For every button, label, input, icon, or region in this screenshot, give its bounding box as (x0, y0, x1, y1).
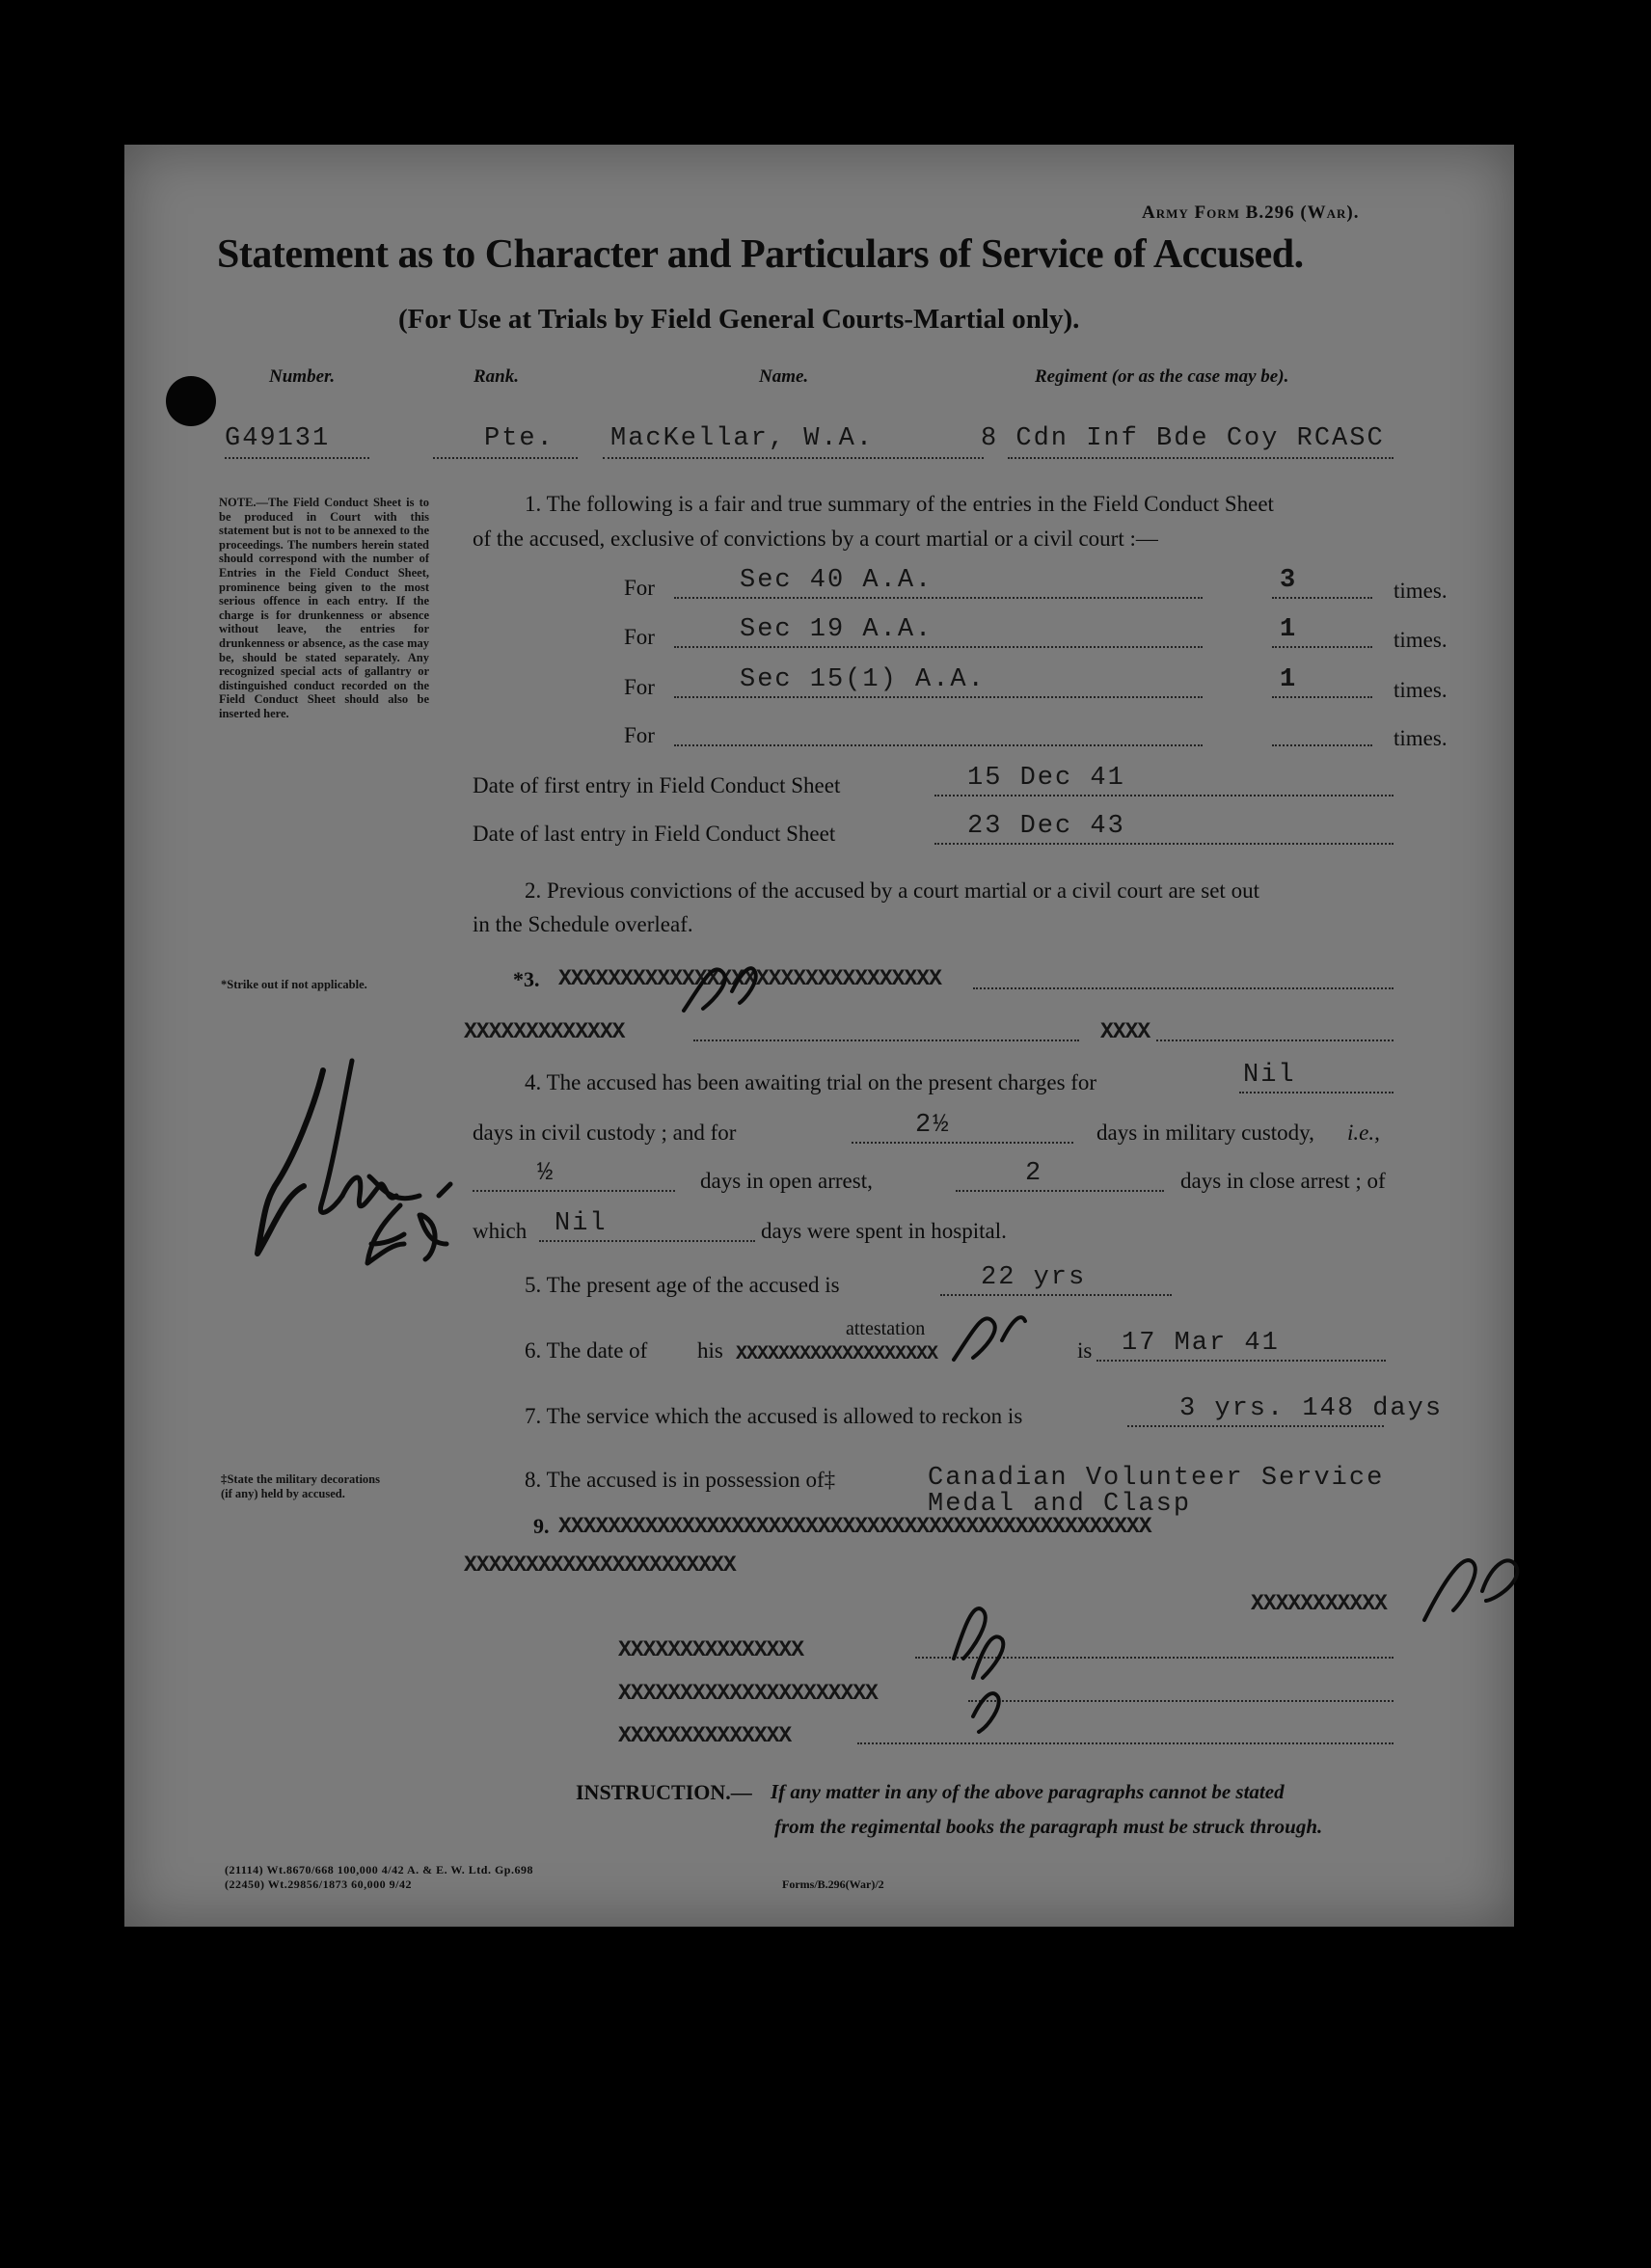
offence-underline (674, 744, 1203, 746)
para1-line2: of the accused, exclusive of convictions by a court martial or a civil court :— (473, 526, 1158, 551)
margin-note-conduct-sheet: NOTE.—The Field Conduct Sheet is to be produced in Court with this statement but is not to be annexed to the proceedings. The numbers herein stated should correspond with the number of Entries in the Field Conduct Sheet, prominence being given to the most serious offence in each entry. If the charge is for drunkenness or absence without leave, the entries for drunkenness or absence, as the case may be, should be stated separately. Any recognized special acts of gallantry or distinguished conduct recorded on the Field Conduct Sheet should also be inserted here. (219, 496, 429, 720)
offence-underline (674, 696, 1203, 698)
para1-line1: 1. The following is a fair and true summary of the entries in the Field Conduct Sheet (525, 492, 1274, 516)
para2-line2: in the Schedule overleaf. (473, 912, 693, 936)
first-entry-label: Date of first entry in Field Conduct Sheet (473, 773, 841, 797)
margin-note-decorations: ‡State the military decorations (if any) held by accused. (221, 1472, 380, 1500)
military-custody-days: 2½ (915, 1111, 951, 1140)
attestation-date: 17 Mar 41 (1122, 1329, 1280, 1358)
close-arrest-days: 2 (1025, 1159, 1043, 1188)
regiment-column-label: Regiment (or as the case may be). (1035, 366, 1289, 387)
rank-underline (433, 457, 578, 459)
for-label: For (624, 625, 655, 649)
para4-days-close: days in close arrest ; of (1180, 1169, 1386, 1193)
first-entry-underline (934, 795, 1394, 796)
para9-initials (1405, 1543, 1540, 1630)
para3-struck-line2: XXXXXXXXXXXXX (464, 1019, 625, 1044)
close-arrest-underline (956, 1190, 1164, 1192)
instruction-line1: If any matter in any of the above paragraphs cannot be stated (771, 1780, 1285, 1803)
para3-underline2 (693, 1040, 1079, 1041)
service-reckoned: 3 yrs. 148 days (1179, 1394, 1444, 1423)
hospital-days: Nil (555, 1209, 608, 1238)
punch-hole (166, 376, 216, 426)
margin-note-strike-out: *Strike out if not applicable. (221, 978, 367, 991)
para3-marker: *3. (513, 967, 540, 991)
count-underline (1272, 696, 1372, 698)
accused-number: G49131 (225, 424, 331, 453)
times-label: times. (1394, 678, 1448, 702)
para9-struck-line3: XXXXXXXXXXX (1251, 1591, 1387, 1616)
margin-signature (198, 1051, 487, 1340)
last-entry-date: 23 Dec 43 (967, 812, 1125, 841)
times-label: times. (1394, 628, 1448, 652)
instruction-line2: from the regimental books the paragraph must be struck through. (774, 1815, 1323, 1838)
para5-label: 5. The present age of the accused is (525, 1273, 840, 1297)
military-custody-underline (852, 1142, 1073, 1144)
rank-column-label: Rank. (474, 366, 519, 387)
para6-label: 6. The date of (525, 1338, 648, 1363)
para9-marker: 9. (533, 1514, 550, 1538)
entry-offence: Sec 40 A.A. (740, 566, 934, 595)
service-underline (1127, 1425, 1384, 1427)
form-number: Army Form B.296 (War). (1142, 202, 1360, 223)
age-underline (940, 1294, 1172, 1296)
para3-struck-text: XXXXXXXXXXXXXXXXXXXXXXXXXXXXXXX (558, 966, 941, 991)
para6-initials (925, 1302, 1060, 1369)
para6-struck-text: XXXXXXXXXXXXXXXXXXX (736, 1343, 938, 1365)
open-arrest-days: ½ (537, 1159, 555, 1188)
para9-struck-line4: XXXXXXXXXXXXXXX (618, 1637, 804, 1662)
para4-line1: 4. The accused has been awaiting trial on the present charges for (525, 1070, 1097, 1094)
times-label: times. (1394, 579, 1448, 603)
form-reference: Forms/B.296(War)/2 (782, 1877, 884, 1891)
para9-struck-line2: XXXXXXXXXXXXXXXXXXXXXX (464, 1552, 736, 1578)
accused-age: 22 yrs (981, 1263, 1087, 1292)
form-subtitle: (For Use at Trials by Field General Courts-Martial only). (398, 304, 1080, 335)
para4-which: which (473, 1219, 528, 1243)
para9-struck-line6: XXXXXXXXXXXXXX (618, 1723, 792, 1748)
accused-regiment: 8 Cdn Inf Bde Coy RCASC (981, 424, 1385, 453)
count-underline (1272, 597, 1372, 599)
para9-left-initials (915, 1591, 1031, 1765)
for-label: For (624, 723, 655, 747)
entry-count: 1 (1280, 615, 1298, 644)
open-arrest-underline (473, 1190, 675, 1192)
entry-offence: Sec 19 A.A. (740, 615, 934, 644)
decorations-line1: Canadian Volunteer Service (928, 1464, 1385, 1493)
entry-offence: Sec 15(1) A.A. (740, 665, 986, 694)
para3-underline (973, 987, 1394, 989)
civil-custody-underline (1239, 1092, 1394, 1094)
count-underline (1272, 646, 1372, 648)
para8-label: 8. The accused is in possession of‡ (525, 1468, 836, 1492)
number-column-label: Number. (269, 366, 336, 387)
name-underline (603, 457, 984, 459)
para3-initials (664, 953, 799, 1020)
para4-ie: i.e., (1347, 1120, 1380, 1145)
entry-count: 3 (1280, 566, 1298, 595)
para6-his: his (697, 1338, 723, 1363)
para3-underline3 (1156, 1040, 1394, 1041)
times-label: times. (1394, 726, 1448, 750)
name-column-label: Name. (759, 366, 809, 387)
accused-name: MacKellar, W.A. (610, 424, 875, 453)
para6-inserted-word: attestation (846, 1318, 926, 1339)
number-underline (225, 457, 369, 459)
printer-line2: (22450) Wt.29856/1873 60,000 9/42 (225, 1877, 412, 1891)
for-label: For (624, 576, 655, 600)
para7-label: 7. The service which the accused is allowed to reckon is (525, 1404, 1023, 1428)
regiment-underline (1008, 457, 1394, 459)
form-title: Statement as to Character and Particulars of Service of Accused. (217, 232, 1304, 277)
para2-line1: 2. Previous convictions of the accused by a court martial or a civil court are set out (525, 878, 1259, 903)
entry-count: 1 (1280, 665, 1298, 694)
offence-underline (674, 646, 1203, 648)
hospital-underline (539, 1240, 755, 1242)
para4-days-open: days in open arrest, (700, 1169, 873, 1193)
first-entry-date: 15 Dec 41 (967, 764, 1125, 793)
civil-custody-days: Nil (1243, 1061, 1296, 1090)
last-entry-underline (934, 843, 1394, 845)
count-underline (1272, 744, 1372, 746)
offence-underline (674, 597, 1203, 599)
para9-struck-line1: XXXXXXXXXXXXXXXXXXXXXXXXXXXXXXXXXXXXXXXXXXXXXXXX (558, 1514, 1151, 1539)
form-sheet (124, 145, 1514, 1927)
printer-line1: (21114) Wt.8670/668 100,000 4/42 A. & E. W. Ltd. Gp.698 (225, 1863, 533, 1876)
instruction-label: INSTRUCTION.— (576, 1780, 752, 1804)
for-label: For (624, 675, 655, 699)
decorations-line2: Medal and Clasp (928, 1490, 1192, 1519)
para3-struck-right: XXXX (1100, 1019, 1150, 1044)
para4-days-military: days in military custody, (1096, 1120, 1314, 1145)
attestation-underline (1096, 1360, 1386, 1362)
para9-struck-line5: XXXXXXXXXXXXXXXXXXXXX (618, 1681, 878, 1706)
para6-is: is (1077, 1338, 1093, 1363)
para4-days-hospital: days were spent in hospital. (761, 1219, 1007, 1243)
para9-underline5 (968, 1700, 1394, 1702)
para4-days-civil: days in civil custody ; and for (473, 1120, 737, 1145)
accused-rank: Pte. (484, 424, 555, 453)
last-entry-label: Date of last entry in Field Conduct Sheet (473, 822, 836, 846)
